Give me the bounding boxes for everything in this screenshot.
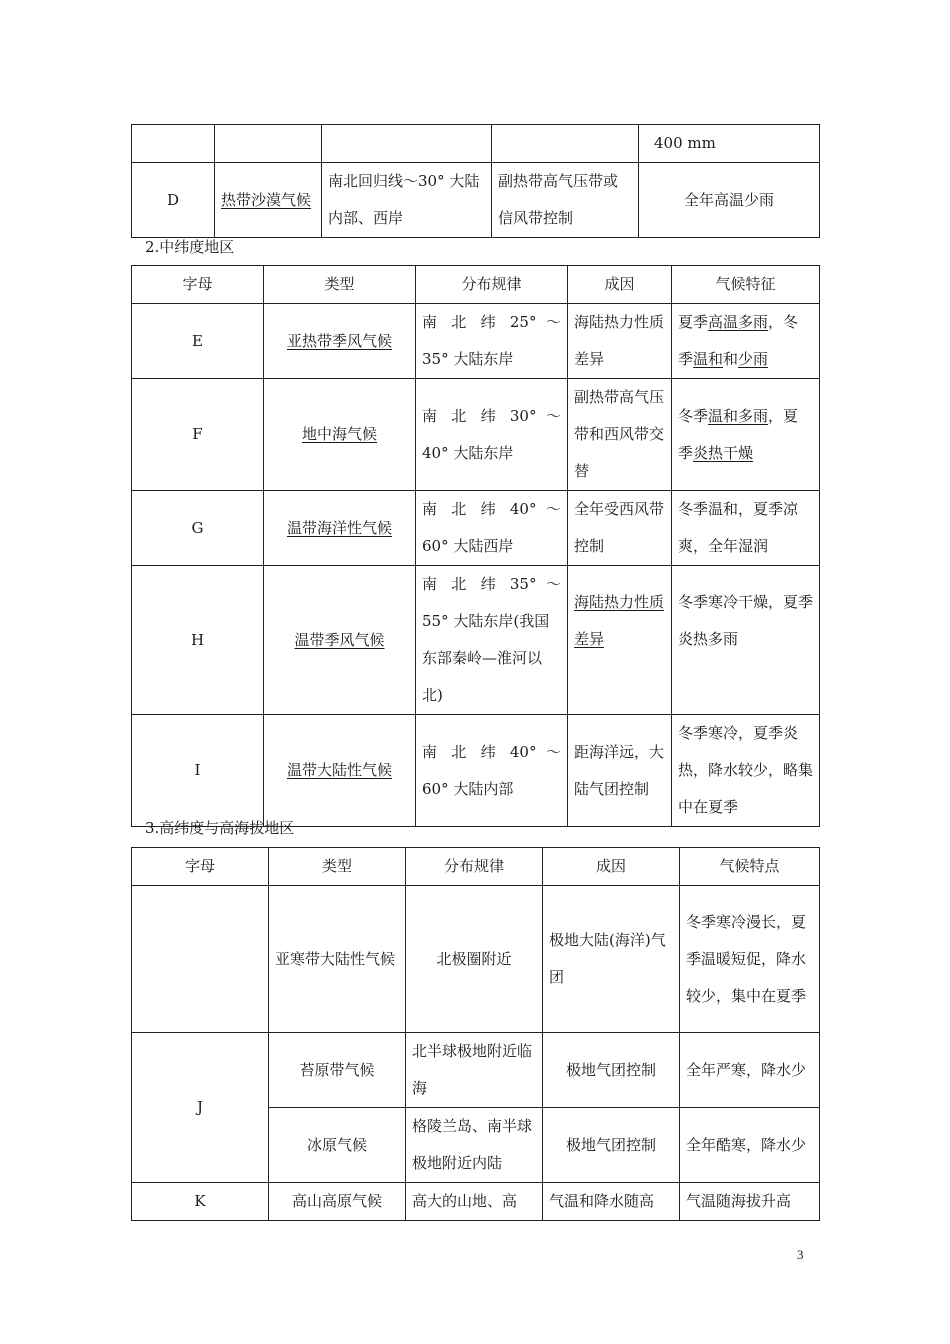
cell-type: 亚热带季风气候: [264, 304, 416, 379]
section-heading-high-latitude: 3.高纬度与高海拔地区: [145, 819, 295, 837]
cell-feature: 全年严寒，降水少: [680, 1033, 820, 1108]
cell-distribution: 南 北 纬 35° ～ 55° 大陆东岸(我国东部秦岭—淮河以北): [416, 566, 568, 715]
cell-feature: 夏季高温多雨，冬季温和和少雨: [672, 304, 820, 379]
cell-cause: 副热带高气压带或信风带控制: [492, 163, 639, 238]
cell-distribution: 南 北 纬 25° ～ 35° 大陆东岸: [416, 304, 568, 379]
cell-feature: 全年酷寒，降水少: [680, 1108, 820, 1183]
header-cause: 成因: [568, 266, 672, 304]
cell-letter: F: [132, 379, 264, 491]
table-header-row: [132, 848, 820, 886]
cell-type: 高山高原气候: [269, 1183, 406, 1221]
cell-cause: 副热带高气压带和西风带交替: [568, 379, 672, 491]
header-distribution: 分布规律: [416, 266, 568, 304]
cell-type: 亚寒带大陆性气候: [269, 886, 406, 1033]
cell-feature: 冬季寒冷，夏季炎热，降水较少，略集中在夏季: [672, 715, 820, 827]
cell-letter: K: [132, 1183, 269, 1221]
cell-distribution: 北半球极地附近临海: [406, 1033, 543, 1108]
cell-precip: 400 mm: [639, 125, 820, 163]
cell-cause: 极地气团控制: [543, 1108, 680, 1183]
cell-letter: H: [132, 566, 264, 715]
cell-type: 温带海洋性气候: [264, 491, 416, 566]
cell-distribution: 南 北 纬 40° ～ 60° 大陆西岸: [416, 491, 568, 566]
section-heading-mid-latitude: 2.中纬度地区: [145, 238, 235, 256]
cell-letter: J: [132, 1033, 269, 1183]
cell-cause: 气温和降水随高: [543, 1183, 680, 1221]
cell-distribution: 北极圈附近: [406, 886, 543, 1033]
header-type: 类型: [269, 848, 406, 886]
table-row: [132, 886, 820, 1033]
cell-feature: 冬季温和多雨，夏季炎热干燥: [672, 379, 820, 491]
header-feature: 气候特点: [680, 848, 820, 886]
cell-distribution: 格陵兰岛、南半球极地附近内陆: [406, 1108, 543, 1183]
cell-type: 温带大陆性气候: [264, 715, 416, 827]
cell-cause: 极地气团控制: [543, 1033, 680, 1108]
table-high-latitude: [131, 847, 820, 1221]
cell-cause: 距海洋远，大陆气团控制: [568, 715, 672, 827]
cell-type: 温带季风气候: [264, 566, 416, 715]
cell-type: 地中海气候: [264, 379, 416, 491]
header-cause: 成因: [543, 848, 680, 886]
table-row: [132, 1183, 820, 1221]
header-type: 类型: [264, 266, 416, 304]
cell-distribution: 南 北 纬 30° ～ 40° 大陆东岸: [416, 379, 568, 491]
header-letter: 字母: [132, 266, 264, 304]
cell-cause: 全年受西风带控制: [568, 491, 672, 566]
cell-letter: G: [132, 491, 264, 566]
table-row: [132, 566, 820, 715]
header-distribution: 分布规律: [406, 848, 543, 886]
table-row: [132, 304, 820, 379]
cell-letter: D: [132, 163, 215, 238]
cell-feature: 冬季寒冷漫长，夏季温暖短促，降水较少，集中在夏季: [680, 886, 820, 1033]
table-row: [132, 715, 820, 827]
cell-feature: 气温随海拔升高: [680, 1183, 820, 1221]
table-mid-latitude: [131, 265, 820, 827]
cell-feature: 全年高温少雨: [639, 163, 820, 238]
table-row: [132, 379, 820, 491]
cell-type: 冰原气候: [269, 1108, 406, 1183]
table-row: [132, 163, 820, 238]
cell-cause: 海陆热力性质差异: [568, 566, 672, 715]
cell-cause: 海陆热力性质差异: [568, 304, 672, 379]
cell-type: 热带沙漠气候: [215, 163, 322, 238]
table-row: [132, 491, 820, 566]
header-feature: 气候特征: [672, 266, 820, 304]
page-number: 3: [797, 1247, 804, 1262]
table-header-row: [132, 266, 820, 304]
cell-distribution: 南北回归线～30° 大陆内部、西岸: [322, 163, 492, 238]
cell-letter: E: [132, 304, 264, 379]
table-row: [132, 1033, 820, 1108]
cell-feature: 冬季温和，夏季凉爽，全年湿润: [672, 491, 820, 566]
cell-letter: I: [132, 715, 264, 827]
cell-distribution: 高大的山地、高: [406, 1183, 543, 1221]
table-low-latitude-continued: [131, 124, 820, 238]
table-row: [132, 125, 820, 163]
cell-cause: 极地大陆(海洋)气团: [543, 886, 680, 1033]
cell-feature: 冬季寒冷干燥，夏季炎热多雨: [672, 566, 820, 715]
cell-type: 苔原带气候: [269, 1033, 406, 1108]
cell-distribution: 南 北 纬 40° ～ 60° 大陆内部: [416, 715, 568, 827]
header-letter: 字母: [132, 848, 269, 886]
cell-letter: [132, 886, 269, 1033]
